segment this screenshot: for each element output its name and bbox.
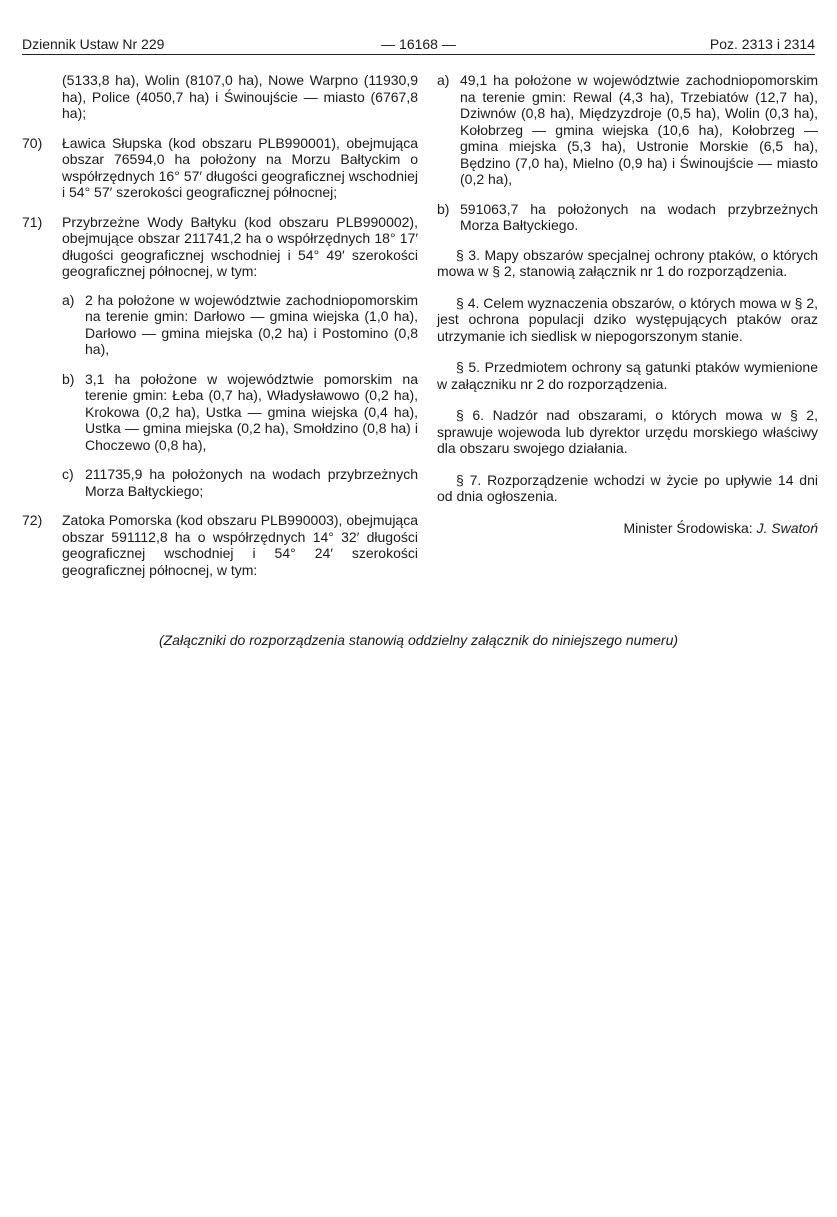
signature-role: Minister Środowiska: — [623, 519, 753, 536]
item-number: 70) — [22, 134, 43, 151]
list-item-72 — [22, 512, 418, 578]
sub-text: 2 ha położone w województwie zachodniopomorskim na terenie gmin: Darłowo — gmina wiejska (1,0 ha), Darłowo — gmina miejska (0,2 ha) i Postomino (0,8 ha), — [85, 291, 418, 357]
sub-item-b — [437, 201, 818, 234]
left-column — [22, 72, 418, 591]
section-5: § 5. Przedmiotem ochrony są gatunki ptaków wymienione w załączniku nr 2 do rozporządzenia. — [437, 359, 818, 392]
sub-text: 211735,9 ha położonych na wodach przybrzeżnych Morza Bałtyckiego; — [85, 466, 418, 499]
sub-text: 49,1 ha położone w województwie zachodniopomorskim na terenie gmin: Rewal (4,3 ha), Trzebiatów (12,7 ha), Dziwnów (0,8 ha), Międzyzdroje (0,5 ha), Wolin (0,3 ha), Kołobrzeg — gmina wiejska (10,6 ha), Kołobrzeg — gmina miejska (5,3 ha), Ustronie Morskie (6,5 ha), Będzino (7,0 ha), Mielno (0,9 ha) i Świnoujście — miasto (0,2 ha), — [460, 72, 818, 187]
sub-text: 3,1 ha położone w województwie pomorskim na terenie gmin: Łeba (0,7 ha), Władysławowo (0,2 ha), Krokowa (0,2 ha), Ustka — gmina wiejska (0,4 ha), Ustka — gmina miejska (0,2 ha), Smołdzino (0,8 ha) i Choczewo (0,8 ha), — [85, 370, 418, 453]
sub-label: b) — [437, 200, 450, 217]
item-text: Ławica Słupska (kod obszaru PLB990001), obejmująca obszar 76594,0 ha położony na Morzu Bałtyckim o współrzędnych 16° 57′ długości geograficznej wschodniej i 54° 57′ szerokości geograficznej północnej; — [62, 134, 418, 200]
page-number: — 16168 — — [381, 36, 456, 52]
sub-list — [62, 292, 418, 500]
item-number: 71) — [22, 213, 43, 230]
sub-label: b) — [62, 370, 75, 387]
list-item-70 — [22, 135, 418, 201]
page-header — [22, 36, 815, 56]
sub-label: a) — [437, 72, 450, 88]
header-rule — [22, 54, 815, 55]
sub-item-b — [62, 371, 418, 454]
section-3: § 3. Mapy obszarów specjalnej ochrony ptaków, o których mowa w § 2, stanowią załącznik nr 1 do rozporządzenia. — [437, 246, 818, 279]
journal-title: Dziennik Ustaw Nr 229 — [22, 36, 165, 52]
list-item-71 — [22, 214, 418, 500]
sub-item-a — [437, 72, 818, 188]
item-text: Zatoka Pomorska (kod obszaru PLB990003), obejmująca obszar 591112,8 ha o współrzędnych 14° 32′ długości geograficznej wschodniej i 54° 24′ szerokości geograficznej północnej, w tym: — [62, 512, 418, 578]
position-number: Poz. 2313 i 2314 — [709, 36, 815, 52]
sub-item-c — [62, 466, 418, 499]
section-6: § 6. Nadzór nad obszarami, o których mowa w § 2, sprawuje wojewoda lub dyrektor urzędu morskiego właściwy dla obszaru swojego działania. — [437, 407, 818, 456]
attachments-note: (Załączniki do rozporządzenia stanowią oddzielny załącznik do niniejszego numeru) — [158, 632, 679, 648]
section-4: § 4. Celem wyznaczenia obszarów, o których mowa w § 2, jest ochrona populacji dziko występujących ptaków oraz utrzymanie ich siedlisk w niepogorszonym stanie. — [437, 294, 818, 344]
right-column — [437, 72, 818, 536]
signature-line — [437, 520, 818, 537]
item-number: 72) — [22, 512, 43, 528]
sub-label: c) — [62, 466, 74, 482]
sub-label: a) — [62, 291, 75, 308]
signature-name: J. Swatoń — [756, 519, 818, 536]
item-text: Przybrzeżne Wody Bałtyku (kod obszaru PLB990002), obejmujące obszar 211741,2 ha o współrzędnych 18° 17′ długości geograficznej wschodniej i 54° 49′ szerokości geograficznej północnej, w tym: — [62, 213, 418, 279]
sub-text: 591063,7 ha położonych na wodach przybrzeżnych Morza Bałtyckiego. — [460, 200, 818, 233]
sub-item-a — [62, 292, 418, 358]
section-7: § 7. Rozporządzenie wchodzi w życie po upływie 14 dni od dnia ogłoszenia. — [437, 471, 818, 504]
continuation-text: (5133,8 ha), Wolin (8107,0 ha), Nowe Warpno (11930,9 ha), Police (4050,7 ha) i Świnoujście — miasto (6767,8 ha); — [62, 72, 418, 121]
